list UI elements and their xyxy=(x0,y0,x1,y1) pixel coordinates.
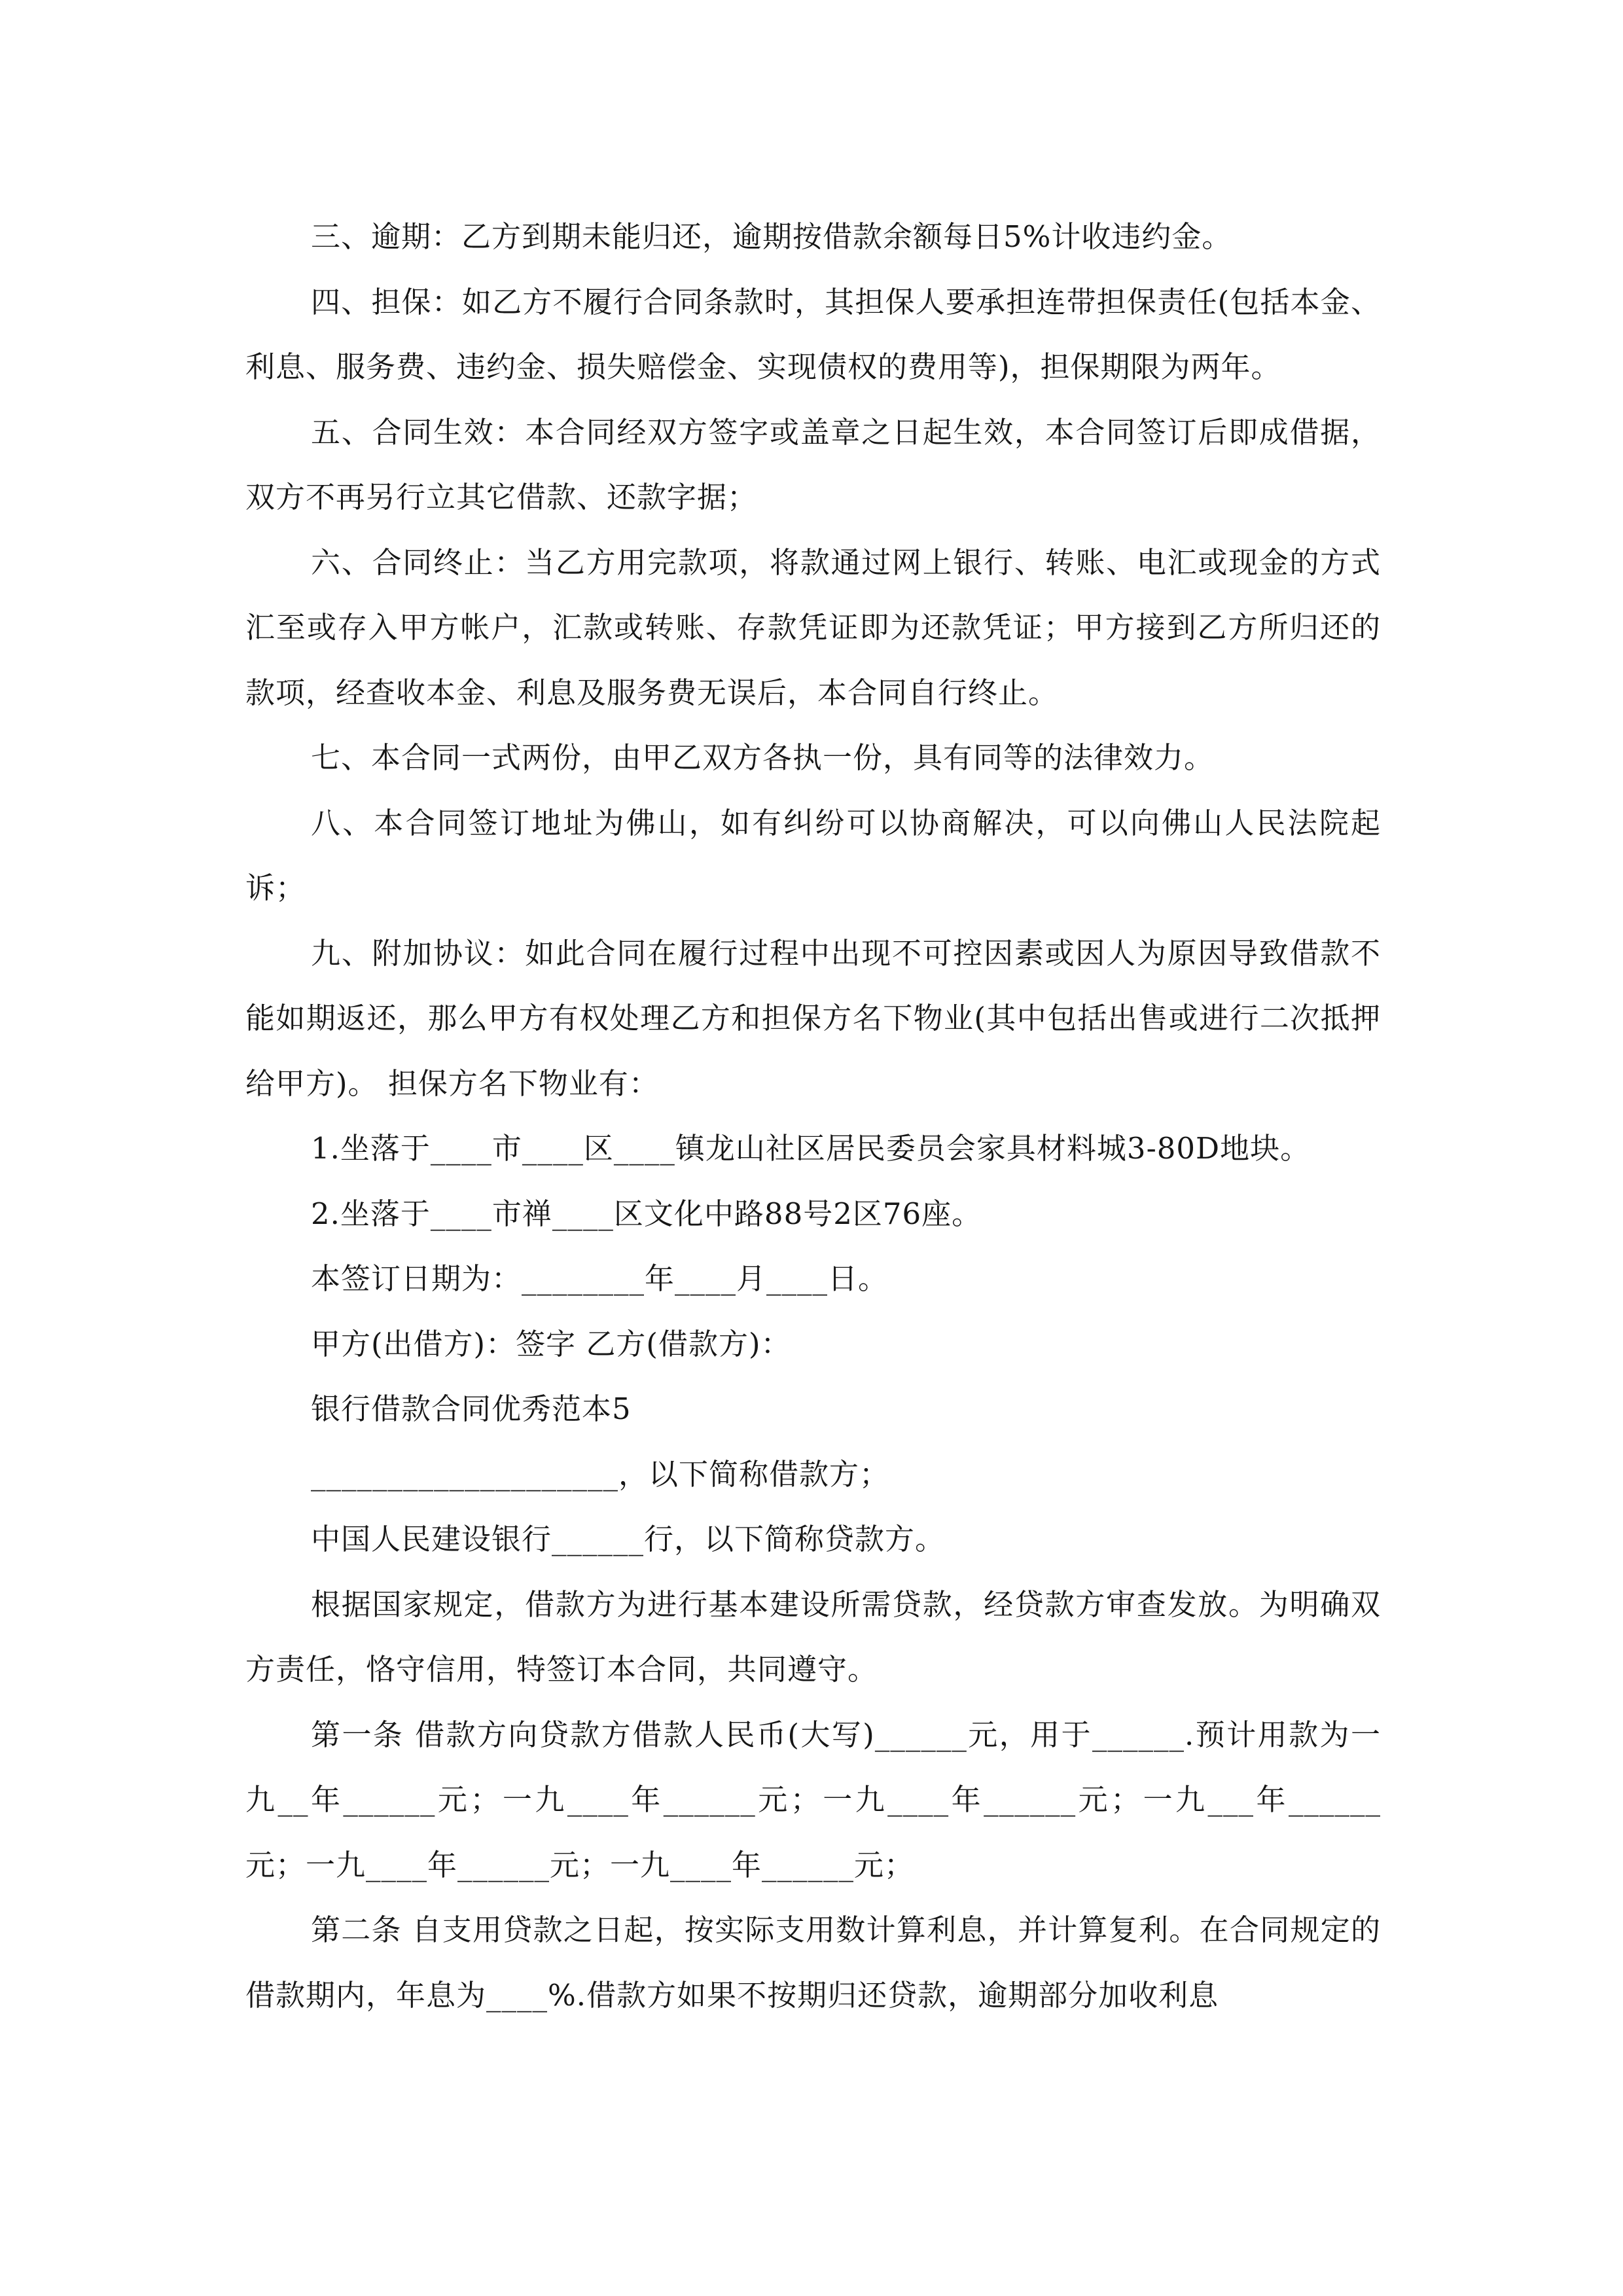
preamble: 根据国家规定，借款方为进行基本建设所需贷款，经贷款方审查发放。为明确双方责任，恪守信用，特签订本合同，共同遵守。 xyxy=(245,1587,1381,1687)
clause-3-overdue: 三、逾期：乙方到期未能归还，逾期按借款余额每日5%计收违约金。 xyxy=(311,219,1232,254)
article-2: 第二条 自支用贷款之日起，按实际支用数计算利息，并计算复利。在合同规定的借款期内，年息为____%.借款方如果不按期归还贷款，逾期部分加收利息 xyxy=(245,1912,1381,2013)
signature-line: 甲方(出借方)：签字 乙方(借款方)： xyxy=(311,1326,791,1361)
article-1: 第一条 借款方向贷款方借款人民币(大写)______元，用于______.预计用款为一九__年______元；一九____年______元；一九____年______元；一九___年______元；一九____年______元；一九____年______元； xyxy=(245,1717,1381,1882)
borrower-line: ____________________，以下简称借款方； xyxy=(311,1456,890,1492)
lender-line: 中国人民建设银行______行，以下简称贷款方。 xyxy=(311,1522,946,1556)
clause-9-additional-agreement: 九、附加协议：如此合同在履行过程中出现不可控因素或因人为原因导致借款不能如期返还，那么甲方有权处理乙方和担保方名下物业(其中包括出售或进行二次抵押给甲方)。 担保方名下物业有： xyxy=(245,935,1381,1101)
signing-date-line: 本签订日期为：________年____月____日。 xyxy=(311,1261,889,1296)
clause-5-effective: 五、合同生效：本合同经双方签字或盖章之日起生效，本合同签订后即成借据，双方不再另行立其它借款、还款字据； xyxy=(245,414,1381,514)
clause-7-copies: 七、本合同一式两份，由甲乙双方各执一份，具有同等的法律效力。 xyxy=(311,740,1215,775)
clause-6-termination: 六、合同终止：当乙方用完款项，将款通过网上银行、转账、电汇或现金的方式汇至或存入甲方帐户，汇款或转账、存款凭证即为还款凭证；甲方接到乙方所归还的款项，经查收本金、利息及服务费无误后，本合同自行终止。 xyxy=(245,545,1381,710)
property-item-2: 2.坐落于____市禅____区文化中路88号2区76座。 xyxy=(311,1196,982,1231)
property-item-1: 1.坐落于____市____区____镇龙山社区居民委员会家具材料城3-80D地块。 xyxy=(311,1131,1311,1166)
document-body xyxy=(245,204,1381,2028)
template-title: 银行借款合同优秀范本5 xyxy=(311,1391,632,1426)
clause-8-jurisdiction: 八、本合同签订地址为佛山，如有纠纷可以协商解决，可以向佛山人民法院起诉； xyxy=(245,805,1381,905)
clause-4-guarantee: 四、担保：如乙方不履行合同条款时，其担保人要承担连带担保责任(包括本金、利息、服务费、违约金、损失赔偿金、实现债权的费用等)，担保期限为两年。 xyxy=(245,284,1381,384)
